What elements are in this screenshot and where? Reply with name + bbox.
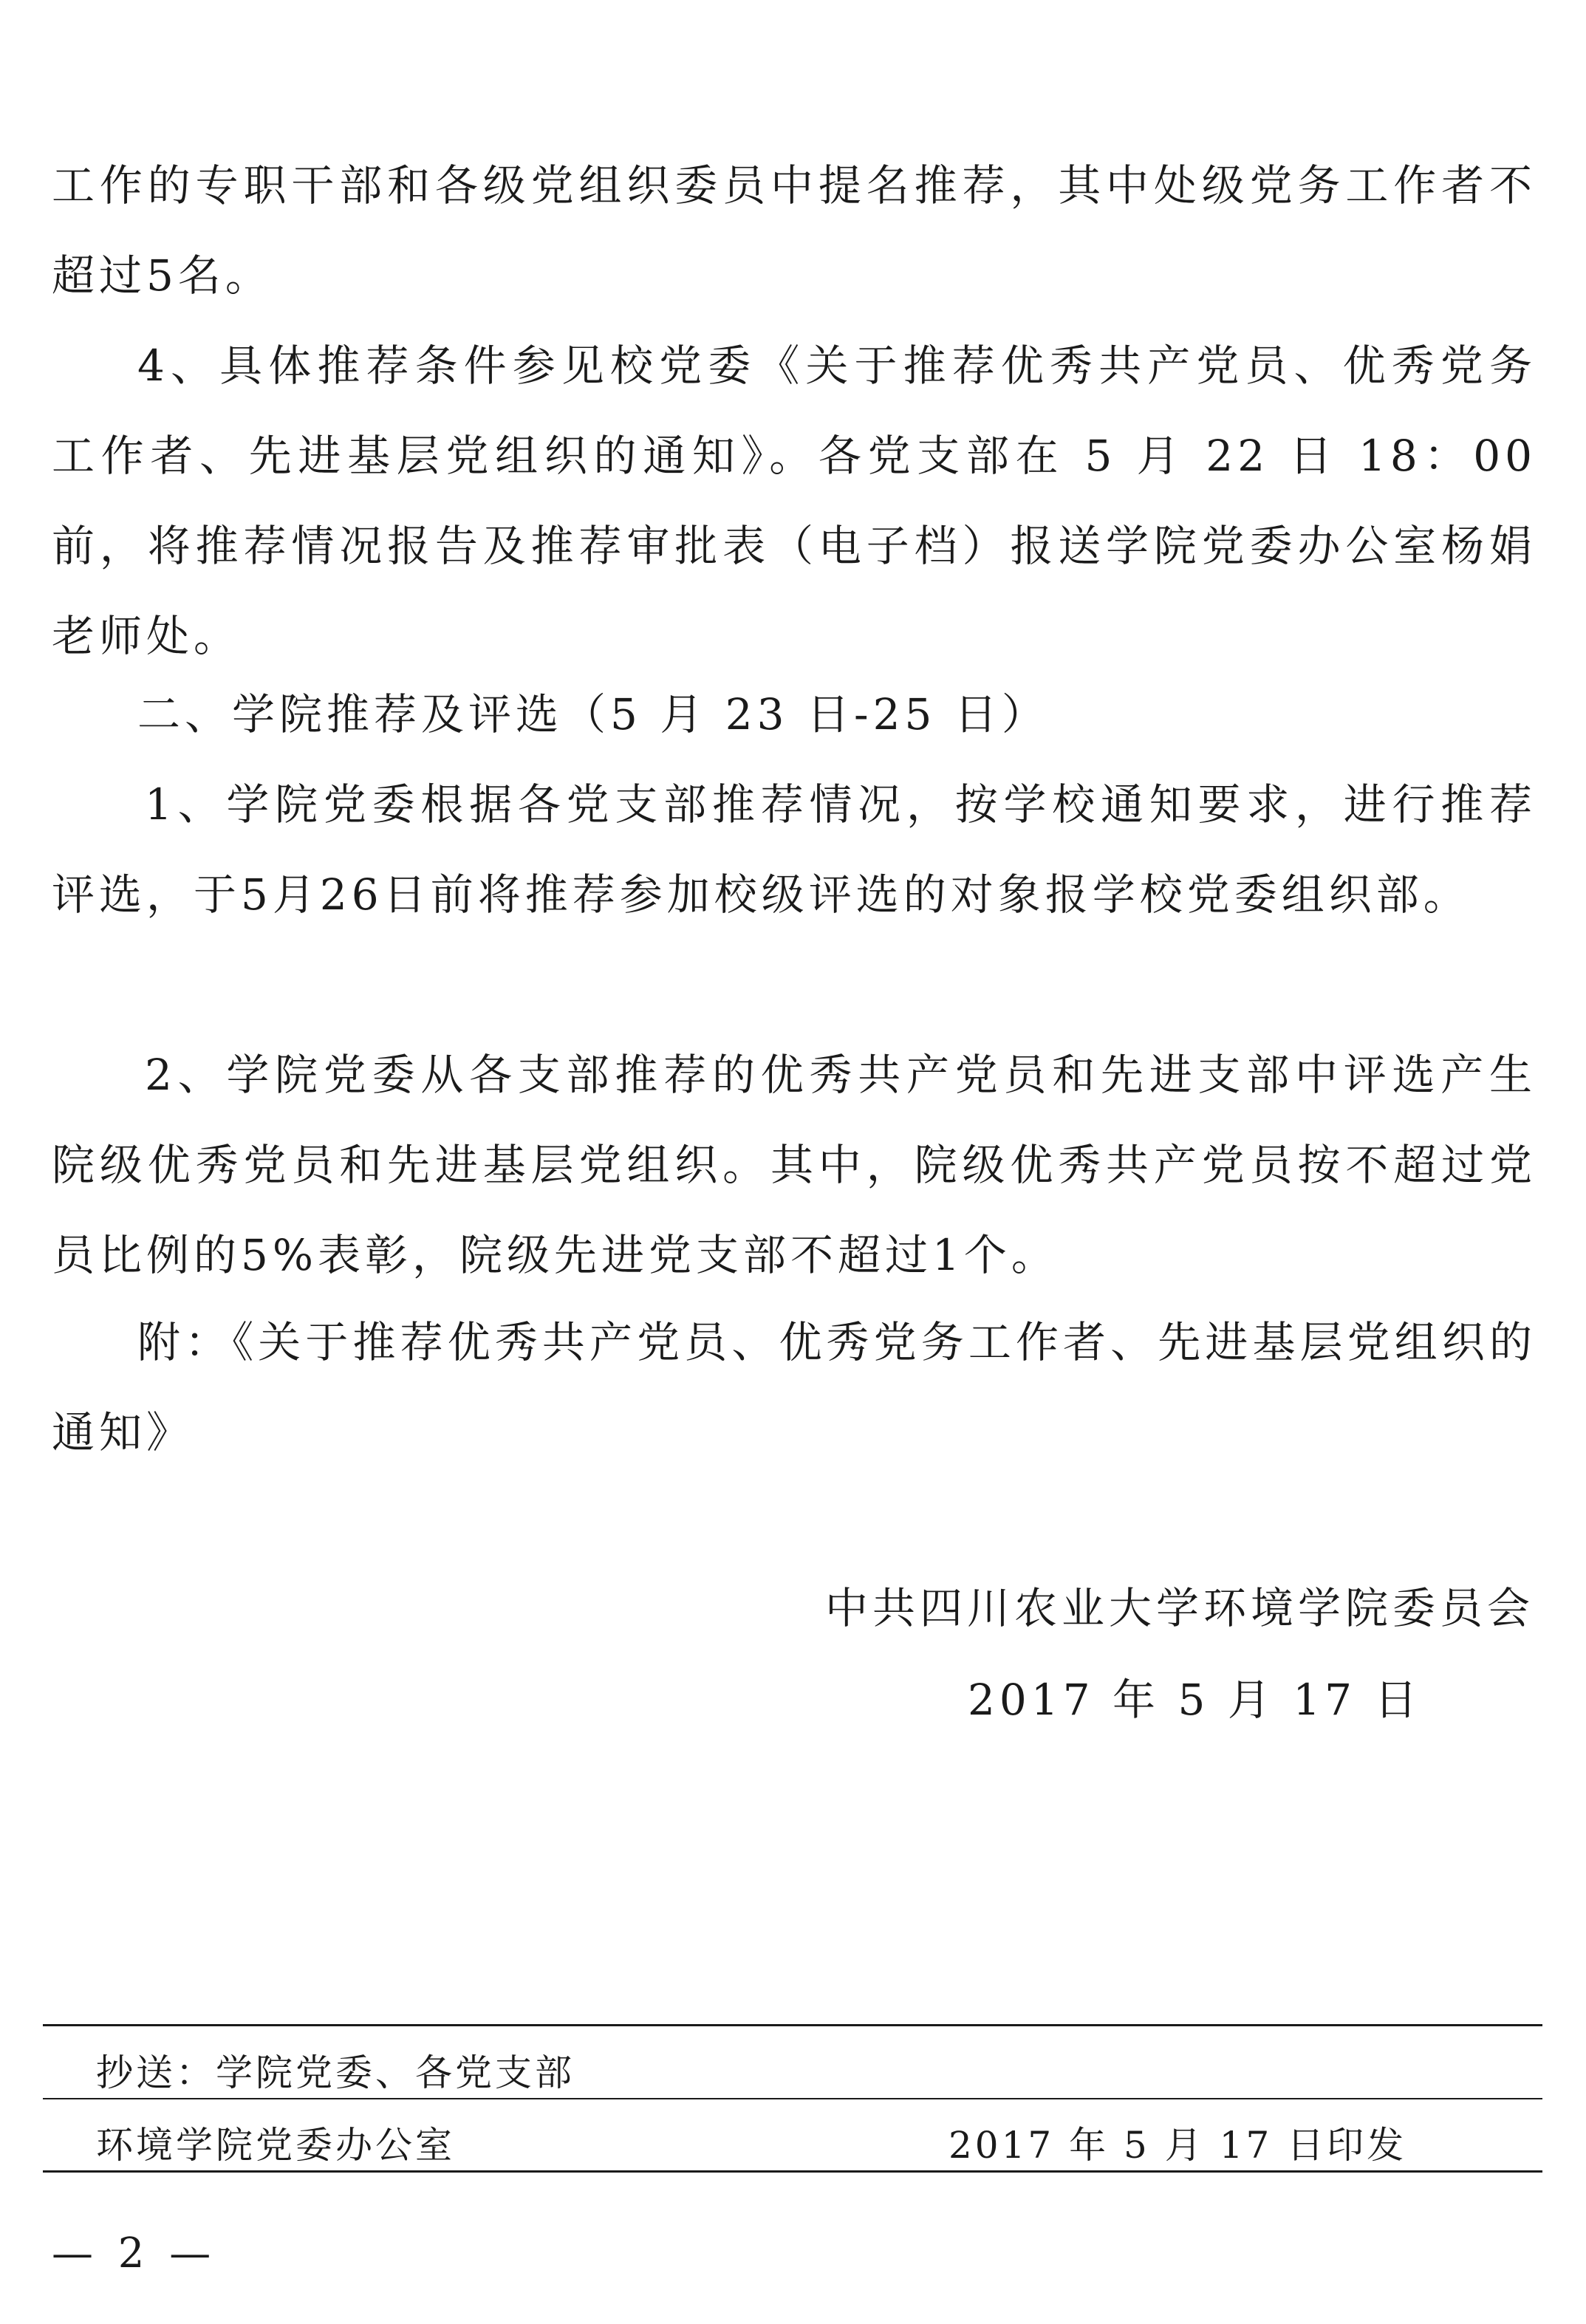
paragraph-item-2-1: 1、学院党委根据各党支部推荐情况，按学校通知要求，进行推荐评选，于5月26日前将推荐参加校级评选的对象报学校党委组织部。	[52, 779, 1537, 920]
issuer-office: 环境学院党委办公室	[96, 2124, 455, 2167]
attachment-note: 附：《关于推荐优秀共产党员、优秀党务工作者、先进基层党组织的通知》	[52, 1317, 1537, 1457]
paragraph-continued: 工作的专职干部和各级党组织委员中提名推荐，其中处级党务工作者不超过5名。	[52, 160, 1537, 301]
footer-rule-middle	[43, 2098, 1542, 2099]
signature-date: 2017 年 5 月 17 日	[968, 1675, 1422, 1725]
paragraph-item-2-2: 2、学院党委从各支部推荐的优秀共产党员和先进支部中评选产生院级优秀党员和先进基层党组织。其中，院级优秀共产党员按不超过党员比例的5%表彰，院级先进党支部不超过1个。	[52, 1050, 1537, 1280]
cc-line: 抄送：学院党委、各党支部	[96, 2051, 575, 2094]
section-heading-2: 二、学院推荐及评选（5 月 23 日-25 日）	[137, 689, 1049, 739]
page-number: — 2 —	[52, 2229, 217, 2277]
print-date: 2017 年 5 月 17 日印发	[948, 2124, 1407, 2167]
paragraph-item-4: 4、具体推荐条件参见校党委《关于推荐优秀共产党员、优秀党务工作者、先进基层党组织的通知》。各党支部在 5 月 22 日 18：00前，将推荐情况报告及推荐审批表（电子档）报送学院党委办公室杨娟老师处。	[52, 341, 1537, 661]
footer-rule-bottom	[43, 2170, 1542, 2173]
signature-org: 中共四川农业大学环境学院委员会	[824, 1583, 1534, 1633]
footer-rule-top	[43, 2024, 1542, 2026]
